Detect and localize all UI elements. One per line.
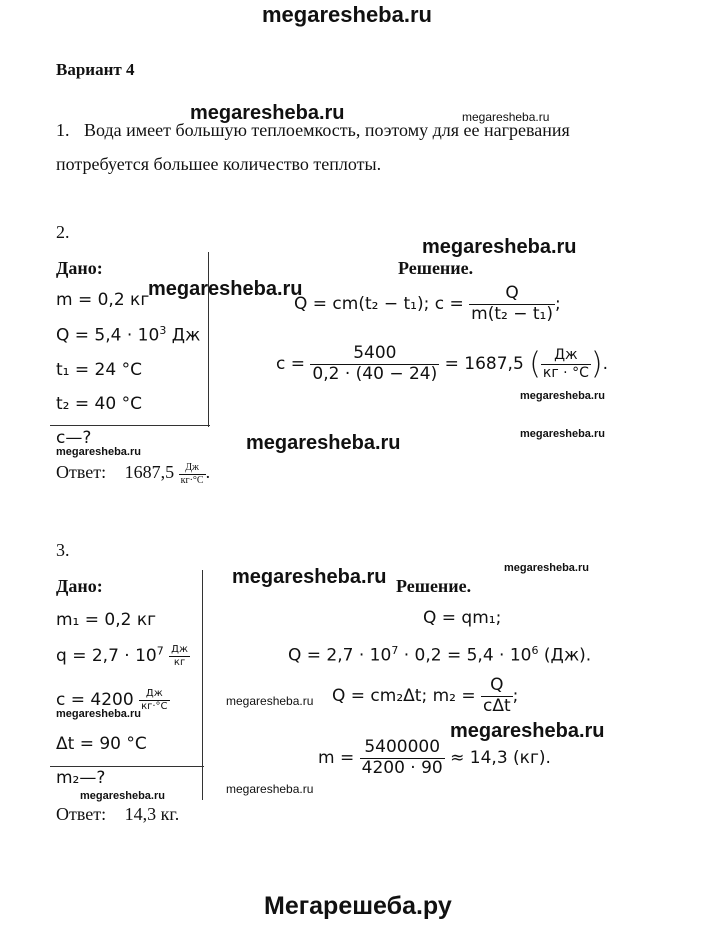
task2-formula2-num: 5400 — [310, 344, 439, 365]
task2-unit-num: Дж — [541, 347, 591, 364]
task2-given-t1: t₁ = 24 °C — [56, 360, 142, 380]
task3-answer-label: Ответ: — [56, 804, 107, 824]
task3-line3-end: ; — [512, 686, 519, 707]
task2-given-Q-exp: 3 — [159, 324, 167, 337]
task3-given-q-base: q = 2,7 · 10 — [56, 646, 157, 666]
task3-given-q-unit-den: кг — [173, 656, 186, 668]
task3-line2-end: (Дж). — [538, 645, 592, 666]
task2-formula1 — [294, 284, 561, 324]
task3-line3-fraction — [481, 676, 513, 716]
task3-line4-lhs: m = — [318, 748, 355, 769]
task2-unit-fraction — [541, 347, 591, 380]
task2-formula2-result: = 1687,5 — [444, 354, 524, 375]
task2-formula2 — [276, 344, 608, 384]
task1-line2: потребуется большее количество теплоты. — [56, 154, 382, 174]
task3-given-c-unit-num: Дж — [139, 688, 169, 701]
site-watermark: megaresheba.ru — [80, 790, 165, 802]
task3-given-dt: Δt = 90 °C — [56, 734, 147, 754]
task3-line3 — [332, 676, 518, 716]
site-watermark: megaresheba.ru — [520, 390, 605, 402]
task2-find: c—? — [56, 428, 92, 448]
task3-given-c-unit — [139, 688, 169, 712]
task3-line4-num: 5400000 — [360, 738, 445, 759]
task2-given-Q-base: Q = 5,4 · 10 — [56, 325, 160, 346]
task3-line4-fraction — [360, 738, 445, 778]
site-watermark: megaresheba.ru — [56, 708, 141, 720]
task2-answer-label: Ответ: — [56, 462, 107, 483]
task3-given-q-unit — [169, 644, 190, 668]
task1-line1 — [56, 120, 570, 141]
task3-given-label: Дано: — [56, 576, 103, 596]
site-watermark: megaresheba.ru — [226, 782, 314, 796]
task1-number: 1. — [56, 120, 70, 140]
task2-answer — [56, 462, 210, 486]
task2-given-label: Дано: — [56, 258, 103, 278]
task3-line2 — [288, 644, 591, 666]
task2-answer-unit-num: Дж — [179, 462, 206, 475]
task3-solution-label: Решение. — [396, 576, 472, 596]
site-watermark: megaresheba.ru — [520, 428, 605, 440]
task2-given-Q — [56, 324, 200, 346]
task3-line2-exp2: 6 — [531, 644, 539, 657]
task2-number: 2. — [56, 222, 70, 242]
site-watermark: megaresheba.ru — [56, 446, 141, 458]
task2-formula2-den: 0,2 · (40 − 24) — [312, 363, 438, 384]
task2-formula1-fraction — [469, 284, 555, 324]
task2-given-t2: t₂ = 40 °C — [56, 394, 142, 414]
site-watermark: megaresheba.ru — [246, 432, 401, 454]
task3-line3-den: cΔt — [483, 695, 511, 716]
site-watermark: megaresheba.ru — [504, 562, 589, 574]
task3-line4-end: ≈ 14,3 (кг). — [450, 748, 551, 769]
task2-unit-den: кг · °C — [542, 364, 589, 381]
site-watermark: megaresheba.ru — [462, 110, 550, 124]
site-watermark: megaresheba.ru — [190, 102, 345, 124]
task3-line2-exp1: 7 — [391, 644, 399, 657]
site-watermark: megaresheba.ru — [232, 566, 387, 588]
task2-answer-unit — [179, 462, 206, 486]
task3-line1: Q = qm₁; — [423, 608, 502, 628]
task2-formula1-end: ; — [555, 294, 561, 315]
task2-answer-end: . — [205, 462, 211, 483]
left-paren-glyph: ( — [529, 346, 541, 382]
task3-line3-num: Q — [481, 676, 513, 697]
site-watermark: megaresheba.ru — [422, 236, 577, 258]
task3-line2-mid: · 0,2 = 5,4 · 10 — [398, 645, 532, 666]
site-watermark: megaresheba.ru — [226, 694, 314, 708]
task3-line3-text: Q = cm₂Δt; m₂ = — [332, 686, 476, 707]
task3-answer — [56, 804, 179, 825]
task3-line2-prefix: Q = 2,7 · 10 — [288, 645, 392, 666]
right-paren-glyph: ) — [590, 346, 603, 382]
task2-formula2-end: . — [602, 354, 608, 375]
task3-find-divider — [50, 766, 204, 767]
task3-number: 3. — [56, 540, 70, 560]
site-watermark: megaresheba.ru — [148, 278, 303, 300]
task3-answer-value: 14,3 кг. — [124, 804, 180, 824]
task3-find: m₂—? — [56, 768, 106, 788]
task2-solution-label: Решение. — [398, 258, 474, 278]
task2-formula1-text: Q = cm(t₂ − t₁); c = — [294, 294, 464, 315]
task1-text-1: Вода имеет большую теплоемкость, поэтому для ее нагревания — [84, 120, 570, 140]
task2-given-Q-unit: Дж — [166, 325, 201, 346]
task3-given-c-unit-den: кг·°C — [141, 700, 168, 712]
task2-formula2-lhs: c = — [276, 354, 305, 375]
site-watermark-footer: Мегарешеба.ру — [264, 892, 452, 920]
task3-given-c-value: c = 4200 — [56, 690, 134, 710]
task3-given-q-exp: 7 — [156, 644, 164, 658]
task2-formula2-fraction — [310, 344, 439, 384]
task3-given-q — [56, 644, 190, 668]
task2-formula1-num: Q — [469, 284, 555, 305]
site-watermark: megaresheba.ru — [450, 720, 605, 742]
task3-given-m1: m₁ = 0,2 кг — [56, 610, 157, 630]
task2-answer-unit-den: кг·°C — [180, 474, 204, 486]
task2-given-m: m = 0,2 кг — [56, 290, 150, 310]
site-watermark-header: megaresheba.ru — [262, 2, 432, 27]
task3-given-q-unit-num: Дж — [171, 644, 188, 655]
task3-line4-den: 4200 · 90 — [361, 757, 443, 778]
variant-heading: Вариант 4 — [56, 60, 135, 79]
task2-find-divider — [50, 425, 210, 426]
task2-answer-value: 1687,5 — [124, 462, 175, 483]
task3-line4 — [318, 738, 551, 778]
task2-formula1-den: m(t₂ − t₁) — [471, 303, 553, 324]
